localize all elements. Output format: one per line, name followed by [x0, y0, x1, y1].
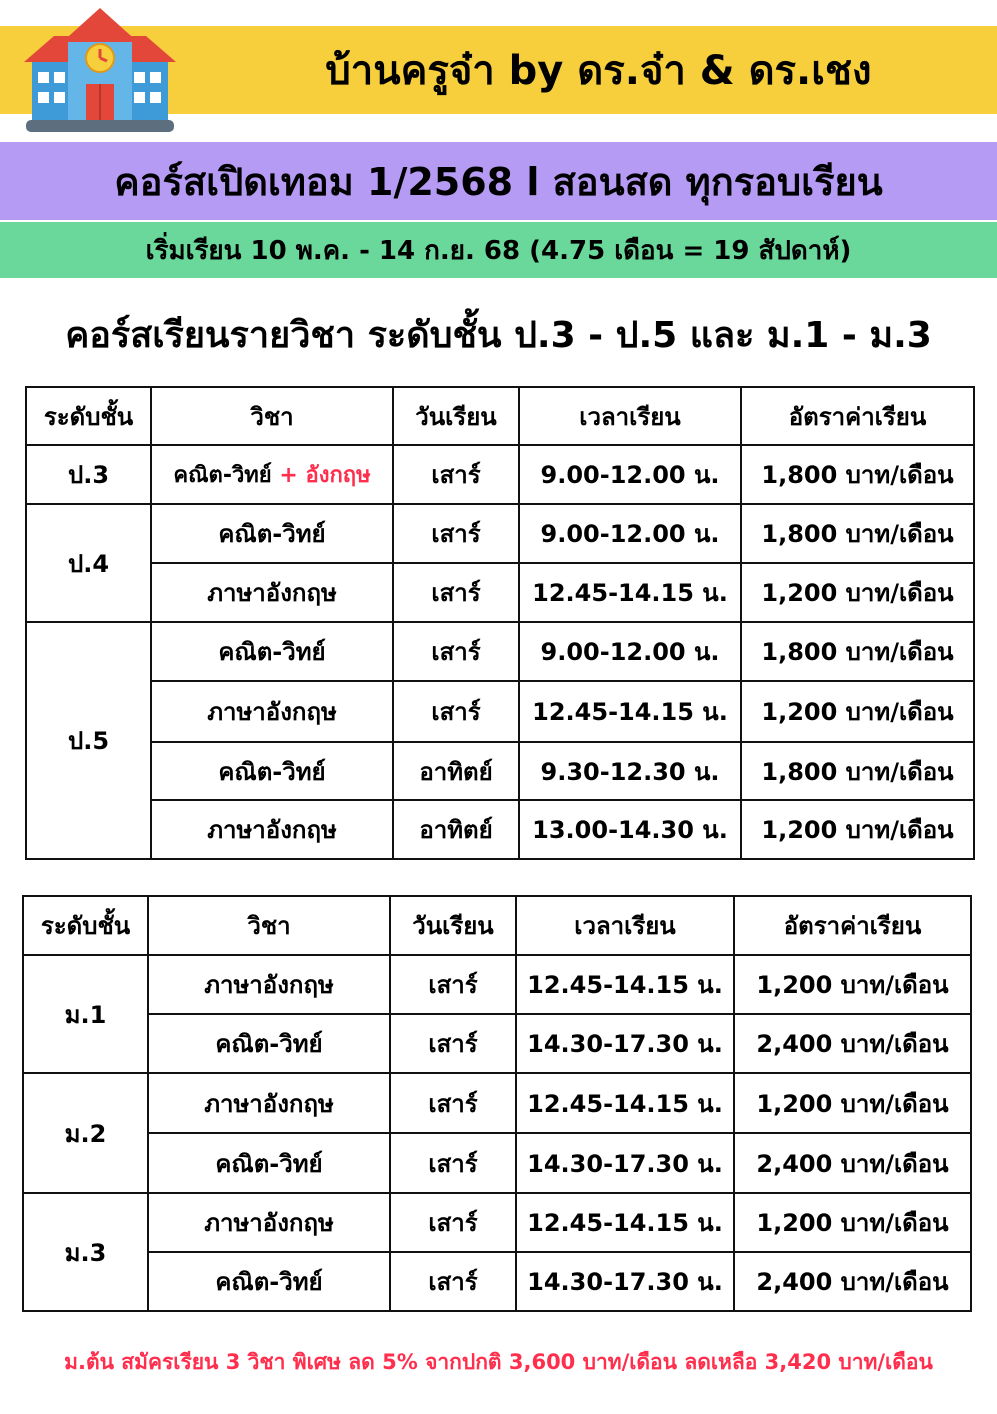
subject-cell: คณิต-วิทย์	[148, 1252, 390, 1311]
plus-sign: +	[279, 463, 298, 488]
day-cell: เสาร์	[393, 622, 519, 681]
fee-cell: 2,400 บาท/เดือน	[734, 1014, 971, 1073]
subject-cell: ภาษาอังกฤษ	[148, 1073, 390, 1133]
subject-cell: คณิต-วิทย์	[151, 742, 393, 800]
subject-highlight: อังกฤษ	[305, 463, 371, 488]
col-header-level: ระดับชั้น	[23, 896, 148, 955]
table-row	[26, 742, 974, 800]
subject-cell: ภาษาอังกฤษ	[148, 1193, 390, 1252]
table-row	[26, 563, 974, 622]
time-cell: 12.45-14.15 น.	[519, 563, 741, 622]
day-cell: เสาร์	[390, 1133, 516, 1193]
subject-text: คณิต-วิทย์	[173, 463, 272, 488]
day-cell: อาทิตย์	[393, 800, 519, 859]
table-row	[23, 1133, 971, 1193]
subject-cell: ภาษาอังกฤษ	[151, 681, 393, 742]
col-header-level: ระดับชั้น	[26, 387, 151, 445]
time-cell: 12.45-14.15 น.	[516, 1193, 734, 1252]
subject-cell	[151, 445, 393, 504]
time-cell: 13.00-14.30 น.	[519, 800, 741, 859]
fee-cell: 1,800 บาท/เดือน	[741, 742, 974, 800]
level-cell: ม.2	[23, 1073, 148, 1193]
time-cell: 14.30-17.30 น.	[516, 1014, 734, 1073]
time-cell: 9.00-12.00 น.	[519, 504, 741, 563]
primary-schedule-table	[25, 386, 975, 860]
course-subtitle	[0, 142, 997, 220]
level-cell: ป.4	[26, 504, 151, 622]
subject-cell: คณิต-วิทย์	[148, 1014, 390, 1073]
fee-cell: 1,200 บาท/เดือน	[741, 563, 974, 622]
day-cell: เสาร์	[390, 955, 516, 1014]
fee-cell: 1,200 บาท/เดือน	[741, 681, 974, 742]
col-header-time: เวลาเรียน	[516, 896, 734, 955]
subject-cell: คณิต-วิทย์	[148, 1133, 390, 1193]
table-row	[23, 1014, 971, 1073]
level-cell: ป.5	[26, 622, 151, 859]
day-cell: เสาร์	[390, 1073, 516, 1133]
secondary-schedule-table	[22, 895, 972, 1312]
table-row	[26, 681, 974, 742]
fee-cell: 2,400 บาท/เดือน	[734, 1133, 971, 1193]
subject-cell: ภาษาอังกฤษ	[151, 800, 393, 859]
fee-cell: 1,200 บาท/เดือน	[741, 800, 974, 859]
col-header-day: วันเรียน	[393, 387, 519, 445]
discount-note: ม.ต้น สมัครเรียน 3 วิชา พิเศษ ลด 5% จากปกติ 3,600 บาท/เดือน ลดเหลือ 3,420 บาท/เดือน	[64, 1350, 933, 1374]
course-subtitle-text: คอร์สเปิดเทอม 1/2568 l สอนสด ทุกรอบเรียน	[114, 159, 883, 204]
day-cell: เสาร์	[390, 1193, 516, 1252]
table-row	[23, 1073, 971, 1133]
day-cell: เสาร์	[390, 1014, 516, 1073]
day-cell: อาทิตย์	[393, 742, 519, 800]
level-cell: ม.1	[23, 955, 148, 1073]
course-dates	[0, 222, 997, 278]
subject-cell: ภาษาอังกฤษ	[148, 955, 390, 1014]
table-header-row	[23, 896, 971, 955]
col-header-time: เวลาเรียน	[519, 387, 741, 445]
subject-cell: คณิต-วิทย์	[151, 622, 393, 681]
col-header-fee: อัตราค่าเรียน	[734, 896, 971, 955]
table-row	[26, 445, 974, 504]
day-cell: เสาร์	[393, 445, 519, 504]
level-cell: ม.3	[23, 1193, 148, 1311]
table-row	[26, 800, 974, 859]
col-header-fee: อัตราค่าเรียน	[741, 387, 974, 445]
level-cell: ป.3	[26, 445, 151, 504]
section-title: คอร์สเรียนรายวิชา ระดับชั้น ป.3 - ป.5 และ ม.1 - ม.3	[65, 315, 932, 356]
day-cell: เสาร์	[393, 681, 519, 742]
subject-cell: คณิต-วิทย์	[151, 504, 393, 563]
time-cell: 14.30-17.30 น.	[516, 1133, 734, 1193]
fee-cell: 1,800 บาท/เดือน	[741, 622, 974, 681]
table-row	[23, 955, 971, 1014]
subject-cell: ภาษาอังกฤษ	[151, 563, 393, 622]
time-cell: 14.30-17.30 น.	[516, 1252, 734, 1311]
time-cell: 9.30-12.30 น.	[519, 742, 741, 800]
page-title: บ้านครูจ๋า by ดร.จ๋า & ดร.เชง	[325, 48, 872, 94]
course-dates-text: เริ่มเรียน 10 พ.ค. - 14 ก.ย. 68 (4.75 เดือน = 19 สัปดาห์)	[145, 235, 852, 266]
fee-cell: 1,800 บาท/เดือน	[741, 445, 974, 504]
col-header-day: วันเรียน	[390, 896, 516, 955]
col-header-subject: วิชา	[151, 387, 393, 445]
fee-cell: 1,200 บาท/เดือน	[734, 1073, 971, 1133]
day-cell: เสาร์	[390, 1252, 516, 1311]
time-cell: 12.45-14.15 น.	[519, 681, 741, 742]
fee-cell: 1,200 บาท/เดือน	[734, 1193, 971, 1252]
time-cell: 9.00-12.00 น.	[519, 622, 741, 681]
school-building-icon	[24, 6, 176, 136]
time-cell: 12.45-14.15 น.	[516, 1073, 734, 1133]
table-row	[26, 622, 974, 681]
time-cell: 12.45-14.15 น.	[516, 955, 734, 1014]
day-cell: เสาร์	[393, 563, 519, 622]
table-header-row	[26, 387, 974, 445]
fee-cell: 1,200 บาท/เดือน	[734, 955, 971, 1014]
col-header-subject: วิชา	[148, 896, 390, 955]
table-row	[23, 1193, 971, 1252]
table-row	[26, 504, 974, 563]
fee-cell: 2,400 บาท/เดือน	[734, 1252, 971, 1311]
fee-cell: 1,800 บาท/เดือน	[741, 504, 974, 563]
day-cell: เสาร์	[393, 504, 519, 563]
time-cell: 9.00-12.00 น.	[519, 445, 741, 504]
table-row	[23, 1252, 971, 1311]
